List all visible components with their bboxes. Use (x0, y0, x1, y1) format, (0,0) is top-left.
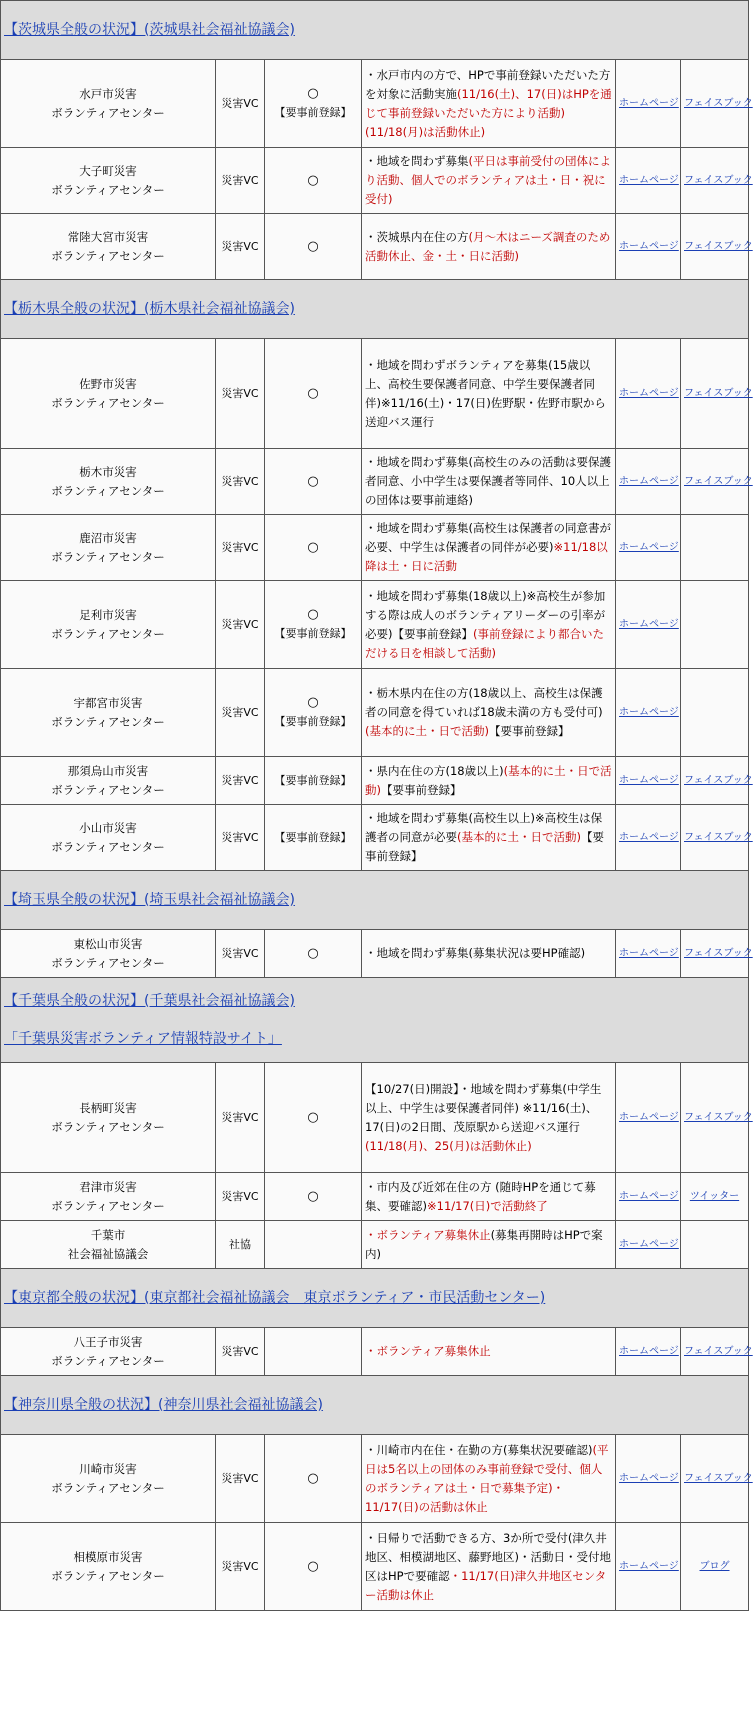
center-name (1, 1063, 216, 1173)
link-cell-1 (616, 148, 681, 214)
facebook-link[interactable]: フェイスブック (684, 1473, 753, 1484)
notice-text: (基本的に土・日で活動) (457, 830, 581, 844)
recruit-status (265, 1435, 362, 1523)
info-text: ・水戸市内の方で、HPで事前登録いただいた方を対象に活動実施 (365, 67, 611, 101)
recruiting-mark: ○ (307, 945, 319, 961)
center-name (1, 1221, 216, 1269)
homepage-link[interactable]: ホームページ (619, 1239, 679, 1250)
link-cell-2 (681, 930, 753, 978)
link-cell-2 (681, 1221, 749, 1269)
facebook-link[interactable]: フェイスブック (684, 1346, 753, 1357)
twitter-link[interactable]: ツイッター (689, 1191, 740, 1202)
recruit-info (362, 1063, 616, 1173)
link-cell-2 (681, 1328, 753, 1376)
recruit-status (265, 214, 362, 280)
link-cell-2 (681, 669, 749, 757)
link-cell-2 (681, 1523, 749, 1611)
center-type: 社協 (216, 1221, 265, 1269)
homepage-link[interactable]: ホームページ (619, 775, 679, 786)
homepage-link[interactable]: ホームページ (619, 542, 679, 553)
info-text: ・地域を問わず募集 (365, 154, 469, 168)
section-header (1, 1376, 749, 1435)
homepage-link[interactable]: ホームページ (619, 707, 679, 718)
notice-text: ・11/17(日)の活動は休止 (365, 1480, 565, 1514)
homepage-link[interactable]: ホームページ (619, 388, 679, 399)
info-text: ・川崎市内在住・在勤の方(募集状況要確認) (365, 1442, 593, 1457)
notice-text: (11/16(土)、17(日)はHPを通じて事前登録いただいた方により活動) (365, 86, 612, 120)
recruiting-mark: ○ (307, 1470, 319, 1486)
recruiting-mark: ○ (307, 86, 319, 101)
link-cell-1 (616, 1173, 681, 1221)
notice-text: ※11/17(日)で活動終了 (427, 1198, 548, 1213)
notice-text: (月～木はニーズ調査のため活動休止、金・土・日に活動) (365, 229, 611, 263)
center-type: 災害VC (216, 1435, 265, 1523)
center-name (1, 339, 216, 449)
center-name-line: ボランティアセンター (51, 1119, 165, 1134)
center-row (1, 449, 749, 515)
section-header (1, 1269, 749, 1328)
recruiting-mark: ○ (307, 695, 319, 710)
center-row (1, 757, 749, 805)
link-cell-1 (616, 805, 681, 871)
info-text: ※11/16(土)・17(日)佐野駅・佐野市駅から送迎バス運行 (365, 395, 606, 429)
recruit-status (265, 1523, 362, 1611)
link-cell-1 (616, 339, 681, 449)
link-cell-2 (681, 1435, 753, 1523)
notice-text: (平日は事前受付の団体により活動、個人でのボランティアは土・日・祝に受付) (365, 154, 611, 206)
center-name (1, 515, 216, 581)
center-name (1, 1173, 216, 1221)
center-name-line: 長柄町災害 (79, 1100, 137, 1115)
pre-registration-badge: 【要事前登録】 (274, 627, 352, 640)
homepage-link[interactable]: ホームページ (619, 175, 679, 186)
link-cell-2 (681, 581, 749, 669)
center-row (1, 1173, 749, 1221)
link-cell-1 (616, 60, 681, 148)
recruit-status (265, 148, 362, 214)
recruit-status (265, 757, 362, 805)
recruit-status (265, 669, 362, 757)
center-name-line: 那須烏山市災害 (67, 763, 149, 778)
section-header (1, 1, 749, 60)
center-row (1, 1328, 749, 1376)
link-cell-1 (616, 669, 681, 757)
recruit-status (265, 581, 362, 669)
center-name-line: 東松山市災害 (73, 936, 143, 951)
center-name-line: ボランティアセンター (51, 955, 165, 970)
center-type: 災害VC (216, 1063, 265, 1173)
link-cell-1 (616, 1221, 681, 1269)
link-cell-2 (681, 515, 749, 581)
section-title-link[interactable]: 【栃木県全般の状況】(栃木県社会福祉協議会) (4, 301, 295, 317)
section-header-row (1, 978, 749, 1063)
center-row (1, 1435, 749, 1523)
recruit-status (265, 60, 362, 148)
link-cell-1 (616, 1328, 681, 1376)
recruit-info (362, 581, 616, 669)
link-cell-2 (681, 757, 753, 805)
pre-registration-badge: 【要事前登録】 (274, 774, 352, 787)
special-site-link[interactable]: 「千葉県災害ボランティア情報特設サイト」 (4, 1031, 282, 1047)
facebook-link[interactable]: フェイスブック (684, 948, 753, 959)
center-row (1, 214, 749, 280)
recruit-info (362, 515, 616, 581)
recruit-info (362, 1173, 616, 1221)
center-name-line: ボランティアセンター (51, 248, 165, 263)
center-name-line: 千葉市 (90, 1227, 126, 1242)
notice-text: ・11/17(日)津久井地区センター活動は休止 (365, 1568, 607, 1602)
recruit-info (362, 669, 616, 757)
pre-registration-badge: 【要事前登録】 (274, 106, 352, 119)
center-type: 災害VC (216, 1523, 265, 1611)
info-text: 【要事前登録】 (365, 830, 604, 863)
link-cell-2 (681, 1063, 753, 1173)
info-text: ・市内及び近郊在住の方 (随時HPを通じて募集、要確認) (365, 1179, 596, 1213)
recruiting-mark: ○ (307, 1558, 319, 1574)
center-type: 災害VC (216, 515, 265, 581)
center-name (1, 449, 216, 515)
center-type: 災害VC (216, 757, 265, 805)
center-name-line: 川崎市災害 (79, 1461, 137, 1476)
section-header-row (1, 1, 749, 60)
center-row (1, 339, 749, 449)
recruit-info (362, 757, 616, 805)
section-title-link[interactable]: 【千葉県全般の状況】(千葉県社会福祉協議会) (4, 993, 295, 1009)
info-text: ・地域を問わず募集(18歳以上)※高校生が参加する際は成人のボランティアリーダーの引率が必要)【要事前登録】 (365, 588, 606, 641)
center-name-line: 常陸大宮市災害 (67, 229, 149, 244)
center-name-line: 宇都宮市災害 (73, 695, 143, 710)
homepage-link[interactable]: ホームページ (619, 1346, 679, 1357)
notice-text: ・ボランティア募集休止 (365, 1227, 491, 1242)
recruit-info (362, 1221, 616, 1269)
center-name-line: ボランティアセンター (51, 483, 165, 498)
pre-registration-badge: 【要事前登録】 (274, 831, 352, 844)
center-name-line: 君津市災害 (79, 1179, 137, 1194)
recruit-info (362, 930, 616, 978)
section-title-link[interactable]: 【東京都全般の状況】(東京都社会福祉協議会 東京ボランティア・市民活動センター) (4, 1290, 546, 1306)
notice-text: (基本的に土・日で活動) (365, 763, 612, 797)
link-cell-2 (681, 339, 753, 449)
center-name (1, 148, 216, 214)
link-cell-1 (616, 1523, 681, 1611)
recruit-status (265, 805, 362, 871)
center-type: 災害VC (216, 805, 265, 871)
info-text: (募集再開時はHPで案内) (365, 1227, 603, 1261)
center-name (1, 669, 216, 757)
section-title-link[interactable]: 【茨城県全般の状況】(茨城県社会福祉協議会) (4, 22, 295, 38)
recruit-status (265, 1173, 362, 1221)
notice-text: ※11/18以降は土・日に活動 (365, 540, 608, 573)
facebook-link[interactable]: フェイスブック (684, 1112, 753, 1123)
center-row (1, 148, 749, 214)
link-cell-2 (681, 148, 753, 214)
center-type: 災害VC (216, 581, 265, 669)
info-text: ・地域を問わずボランティアを募集(15歳以上、高校生要保護者同意、中学生要保護者同伴) (365, 357, 595, 410)
info-text: ・栃木県内在住の方(18歳以上、高校生は保護者の同意を得ていれば18歳未満の方も受付可) (365, 686, 603, 719)
info-text: ・日帰りで活動できる方、3か所で受付(津久井地区、相模湖地区、藤野地区) (365, 1530, 607, 1564)
center-name-line: ボランティアセンター (51, 839, 165, 854)
recruit-info (362, 805, 616, 871)
recruiting-mark: ○ (307, 385, 319, 401)
center-row (1, 669, 749, 757)
homepage-link[interactable]: ホームページ (619, 98, 679, 109)
center-name-line: ボランティアセンター (51, 1568, 165, 1583)
info-text: ・地域を問わず募集(中学生以上、中学生は要保護者同伴) ※11/16(土)、17(日)の2日間、茂原駅から送迎バス運行 (365, 1081, 602, 1134)
facebook-link[interactable]: フェイスブック (684, 241, 753, 252)
homepage-link[interactable]: ホームページ (619, 948, 679, 959)
center-name (1, 60, 216, 148)
homepage-link[interactable]: ホームページ (619, 832, 679, 843)
link-cell-2 (681, 1173, 749, 1221)
notice-text: (11/18(月)、25(月)は活動休止) (365, 1138, 532, 1153)
link-cell-2 (681, 805, 753, 871)
center-row (1, 1523, 749, 1611)
center-name-line: 相模原市災害 (73, 1549, 143, 1564)
center-name-line: ボランティアセンター (51, 549, 165, 564)
section-title-link[interactable]: 【埼玉県全般の状況】(埼玉県社会福祉協議会) (4, 892, 295, 908)
link-cell-2 (681, 214, 753, 280)
facebook-link[interactable]: フェイスブック (684, 476, 753, 487)
center-row (1, 1221, 749, 1269)
homepage-link[interactable]: ホームページ (619, 1112, 679, 1123)
section-header-row (1, 871, 749, 930)
recruiting-mark: ○ (307, 539, 319, 555)
recruit-info (362, 1523, 616, 1611)
center-name (1, 1435, 216, 1523)
center-row (1, 930, 749, 978)
center-name (1, 214, 216, 280)
notice-text: (基本的に土・日で活動) (365, 724, 489, 738)
homepage-link[interactable]: ホームページ (619, 619, 679, 630)
center-type: 災害VC (216, 148, 265, 214)
center-name (1, 581, 216, 669)
link-cell-1 (616, 214, 681, 280)
center-name-line: 佐野市災害 (79, 376, 137, 391)
center-name (1, 1523, 216, 1611)
recruiting-mark: ○ (307, 238, 319, 254)
center-name (1, 930, 216, 978)
section-header-row (1, 280, 749, 339)
link-cell-1 (616, 581, 681, 669)
info-text: ・地域を問わず募集(高校生以上)※高校生は保護者の同意が必要 (365, 811, 603, 844)
info-text: ・茨城県内在住の方 (365, 229, 469, 244)
link-cell-1 (616, 1063, 681, 1173)
center-name-line: ボランティアセンター (51, 105, 165, 120)
section-header-row (1, 1376, 749, 1435)
link-cell-2 (681, 60, 753, 148)
recruit-info (362, 1328, 616, 1376)
recruit-status (265, 449, 362, 515)
homepage-link[interactable]: ホームページ (619, 1473, 679, 1484)
recruit-info (362, 449, 616, 515)
center-type: 災害VC (216, 669, 265, 757)
center-name-line: 足利市災害 (79, 607, 137, 622)
center-name-line: 小山市災害 (79, 820, 137, 835)
info-text: 【10/27(日)開設】 (365, 1081, 459, 1096)
recruit-status (265, 930, 362, 978)
homepage-link[interactable]: ホームページ (619, 1561, 679, 1572)
notice-text: (11/18(月)は活動休止) (365, 124, 486, 139)
recruiting-mark: ○ (307, 1188, 319, 1204)
section-header-row (1, 1269, 749, 1328)
recruit-info (362, 1435, 616, 1523)
link-cell-1 (616, 1435, 681, 1523)
center-type: 災害VC (216, 214, 265, 280)
section-header (1, 871, 749, 930)
center-type: 災害VC (216, 60, 265, 148)
recruit-info (362, 60, 616, 148)
recruit-status (265, 1328, 362, 1376)
center-type: 災害VC (216, 1173, 265, 1221)
center-name-line: ボランティアセンター (51, 782, 165, 797)
center-type: 災害VC (216, 449, 265, 515)
recruit-info (362, 214, 616, 280)
info-text: ・地域を問わず募集(高校生のみの活動は要保護者同意、小中学生は要保護者等同伴、10人以上の団体は要事前連絡) (365, 455, 611, 507)
center-name-line: ボランティアセンター (51, 182, 165, 197)
facebook-link[interactable]: フェイスブック (684, 775, 753, 786)
center-name-line: 鹿沼市災害 (79, 530, 137, 545)
info-text: ・活動日・受付地区はHPで要確認 (365, 1549, 611, 1583)
recruit-status (265, 339, 362, 449)
info-text: 【要事前登録】 (381, 782, 462, 797)
homepage-link[interactable]: ホームページ (619, 476, 679, 487)
center-name-line: 大子町災害 (79, 163, 137, 178)
link-cell-1 (616, 757, 681, 805)
recruit-status (265, 515, 362, 581)
center-name-line: 社会福祉協議会 (67, 1246, 149, 1261)
recruiting-mark: ○ (307, 172, 319, 188)
center-name-line: 栃木市災害 (79, 464, 137, 479)
center-type: 災害VC (216, 1328, 265, 1376)
section-header (1, 280, 749, 339)
center-name-line: ボランティアセンター (51, 626, 165, 641)
facebook-link[interactable]: フェイスブック (684, 175, 753, 186)
info-text: 【要事前登録】 (488, 724, 570, 738)
link-cell-1 (616, 515, 681, 581)
section-header (1, 978, 749, 1063)
center-name-line: 水戸市災害 (79, 86, 137, 101)
homepage-link[interactable]: ホームページ (619, 241, 679, 252)
info-text: ・地域を問わず募集(募集状況は要HP確認) (365, 946, 586, 960)
center-row (1, 1063, 749, 1173)
homepage-link[interactable]: ホームページ (619, 1191, 679, 1202)
center-name-line: ボランティアセンター (51, 1480, 165, 1495)
recruit-status (265, 1063, 362, 1173)
center-row (1, 60, 749, 148)
center-type: 災害VC (216, 339, 265, 449)
center-name (1, 805, 216, 871)
recruit-info (362, 339, 616, 449)
recruiting-mark: ○ (307, 607, 319, 622)
center-type: 災害VC (216, 930, 265, 978)
recruiting-mark: ○ (307, 473, 319, 489)
facebook-link[interactable]: フェイスブック (684, 832, 753, 843)
center-name-line: ボランティアセンター (51, 714, 165, 729)
facebook-link[interactable]: フェイスブック (684, 388, 753, 399)
center-row (1, 581, 749, 669)
info-text: ・県内在住の方(18歳以上) (365, 763, 504, 778)
pre-registration-badge: 【要事前登録】 (274, 715, 352, 728)
center-row (1, 515, 749, 581)
recruiting-mark: ○ (307, 1109, 319, 1125)
center-name-line: ボランティアセンター (51, 1353, 165, 1368)
link-cell-2 (681, 449, 753, 515)
center-name-line: ボランティアセンター (51, 1198, 165, 1213)
notice-text: (平日は5名以上の団体のみ事前登録で受付、個人のボランティアは土・日で募集予定) (365, 1442, 609, 1495)
recruit-info (362, 148, 616, 214)
center-name (1, 757, 216, 805)
notice-text: (事前登録により都合いただける日を相談して活動) (365, 626, 604, 660)
center-name-line: 八王子市災害 (73, 1334, 143, 1349)
recruit-status (265, 1221, 362, 1269)
notice-text: ・ボランティア募集休止 (365, 1344, 491, 1358)
section-title-link[interactable]: 【神奈川県全般の状況】(神奈川県社会福祉協議会) (4, 1397, 323, 1413)
info-text: ・地域を問わず募集(高校生は保護者の同意書が必要、中学生は保護者の同伴が必要) (365, 521, 611, 554)
blog-link[interactable]: ブログ (699, 1561, 730, 1572)
center-row (1, 805, 749, 871)
center-name (1, 1328, 216, 1376)
facebook-link[interactable]: フェイスブック (684, 98, 753, 109)
center-name-line: ボランティアセンター (51, 395, 165, 410)
link-cell-1 (616, 449, 681, 515)
link-cell-1 (616, 930, 681, 978)
